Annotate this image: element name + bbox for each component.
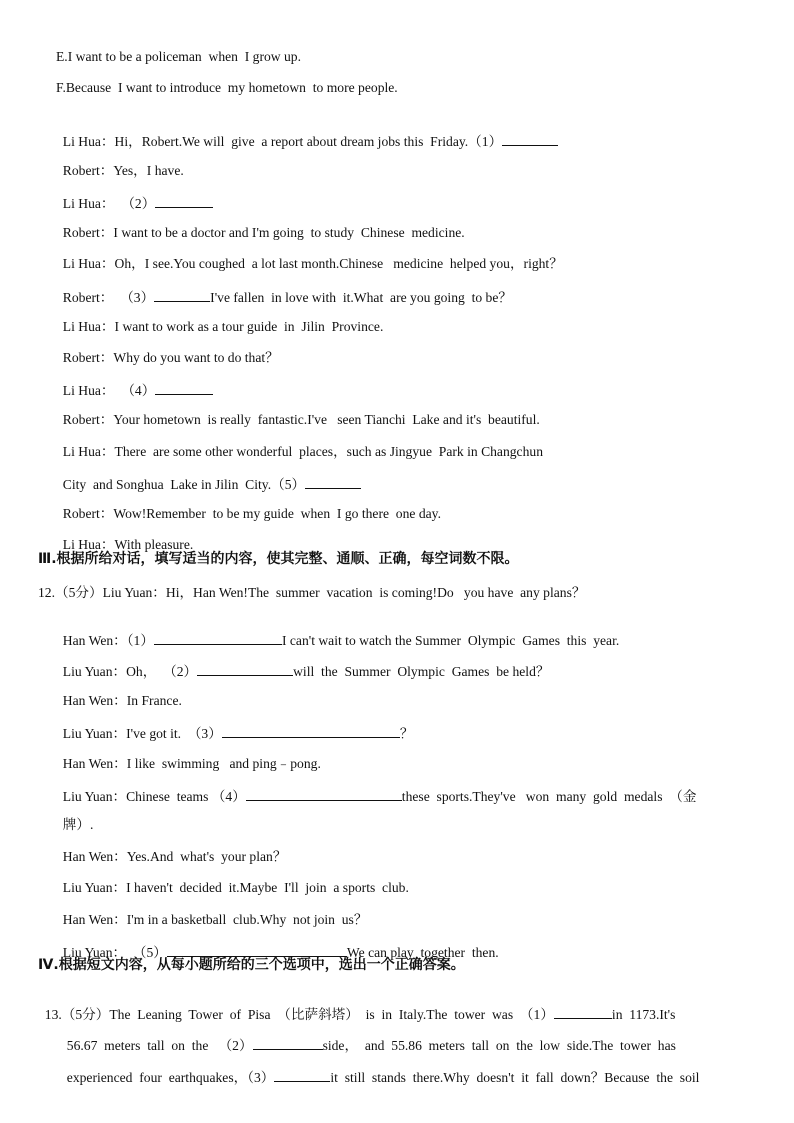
utterance: Oh， （2） [126,664,198,679]
question-12-intro: 12.（5分）Liu Yuan：Hi，Han Wen!The summer vacation is coming!Do you have any plans？ [38,585,586,600]
speaker: Liu Yuan： [62,789,127,804]
dialogue-line [56,393,540,429]
speaker: Li Hua： [62,196,115,211]
utterance: Yes.And what's your plan？ [126,849,287,864]
utterance-continued: ？ [399,726,414,741]
speaker: Li Hua： [62,383,115,398]
speaker: Han Wen： [62,633,127,648]
answer-blank[interactable] [274,1067,330,1082]
speaker: Han Wen： [62,849,127,864]
utterance: （5） [126,945,167,960]
answer-blank[interactable] [246,786,402,801]
passage-text: side， and 55.86 meters tall on the low side.The tower has [322,1038,676,1053]
answer-blank[interactable] [502,131,558,146]
utterance-continued: We can play together then. [346,945,499,960]
utterance: （4） [114,383,156,398]
utterance-continued: I can't wait to watch the Summer Olympic Games this year. [281,633,620,648]
speaker: Han Wen： [62,756,127,771]
passage-text: 13.（5分）The Leaning Tower of Pisa （比萨斜塔） is in Italy.The tower was （1） [44,1007,554,1022]
dialogue-line [56,768,696,806]
utterance: Oh，I see.You coughed a lot last month.Chinese medicine helped you，right？ [114,256,563,271]
speaker: Li Hua： [62,319,115,334]
passage-text: it still stands there.Why doesn't it fall down？Because the soil [330,1070,700,1085]
utterance: 牌）. [62,817,94,832]
speaker: Li Hua： [62,134,115,149]
utterance: I've got it. （3） [126,726,222,741]
utterance: Chinese teams （4） [126,789,246,804]
utterance: In France. [126,693,182,708]
answer-blank[interactable] [253,1035,323,1050]
speaker: Liu Yuan： [62,880,127,895]
speaker: Robert： [62,225,114,240]
speaker: Li Hua： [62,537,115,552]
utterance: I want to work as a tour guide in Jilin Province. [114,319,384,334]
passage-text: in 1173.It's [611,1007,676,1022]
utterance: I'm in a basketball club.Why not join us？ [126,912,368,927]
utterance: I want to be a doctor and I'm going to study Chinese medicine. [113,225,465,240]
speaker: Liu Yuan： [62,726,127,741]
dialogue-line [56,237,563,273]
utterance-continued: will the Summer Olympic Games be held？ [293,664,550,679]
utterance: Wow!Remember to be my guide when I go there one day. [113,506,441,521]
utterance: （2） [114,196,156,211]
speaker: Li Hua： [62,256,115,271]
speaker: Han Wen： [62,912,127,927]
utterance: Hi，Robert.We will give a report about dream jobs this Friday.（1） [114,134,503,149]
speaker: Han Wen： [62,693,127,708]
passage-text: experienced four earthquakes，（3） [66,1070,275,1085]
utterance: （3） [113,290,155,305]
option-f: F.Because I want to introduce my hometown to more people. [56,80,398,95]
speaker: Robert： [62,506,114,521]
answer-blank[interactable] [197,661,293,676]
question-13-line [60,1049,699,1087]
answer-blank[interactable] [222,723,400,738]
speaker: Liu Yuan： [62,945,127,960]
dialogue-line [56,798,93,834]
speaker: Robert： [62,412,114,427]
speaker: Li Hua： [62,444,115,459]
utterance: Why do you want to do that？ [113,350,279,365]
option-e: E.I want to be a policeman when I grow up. [56,49,301,64]
speaker: Robert： [62,290,114,305]
passage-text: 56.67 meters tall on the （2） [66,1038,253,1053]
utterance: Yes，I have. [113,163,184,178]
utterance: With pleasure. [114,537,194,552]
speaker: Robert： [62,163,114,178]
utterance: There are some other wonderful places，such as Jingyue Park in Changchun [114,444,543,459]
utterance-continued: I've fallen in love with it.What are you going to be？ [210,290,512,305]
speaker: Robert： [62,350,114,365]
section-4-title: Ⅳ.根据短文内容，从每小题所给的三个选项中，选出一个正确答案。 [38,957,465,973]
dialogue-line [56,861,409,897]
utterance: City and Songhua Lake in Jilin City.（5） [62,477,306,492]
utterance: I haven't decided it.Maybe I'll join a sports club. [126,880,409,895]
utterance: （1） [126,633,154,648]
utterance: I like swimming and ping﹣pong. [126,756,321,771]
section-3-title: Ⅲ.根据所给对话，填写适当的内容，使其完整、通顺、正确，每空词数不限。 [38,551,519,567]
utterance-continued: these sports.They've won many gold medals （金 [401,789,697,804]
speaker: Liu Yuan： [62,664,127,679]
utterance: Your hometown is really fantastic.I've seen Tianchi Lake and it's beautiful. [113,412,540,427]
